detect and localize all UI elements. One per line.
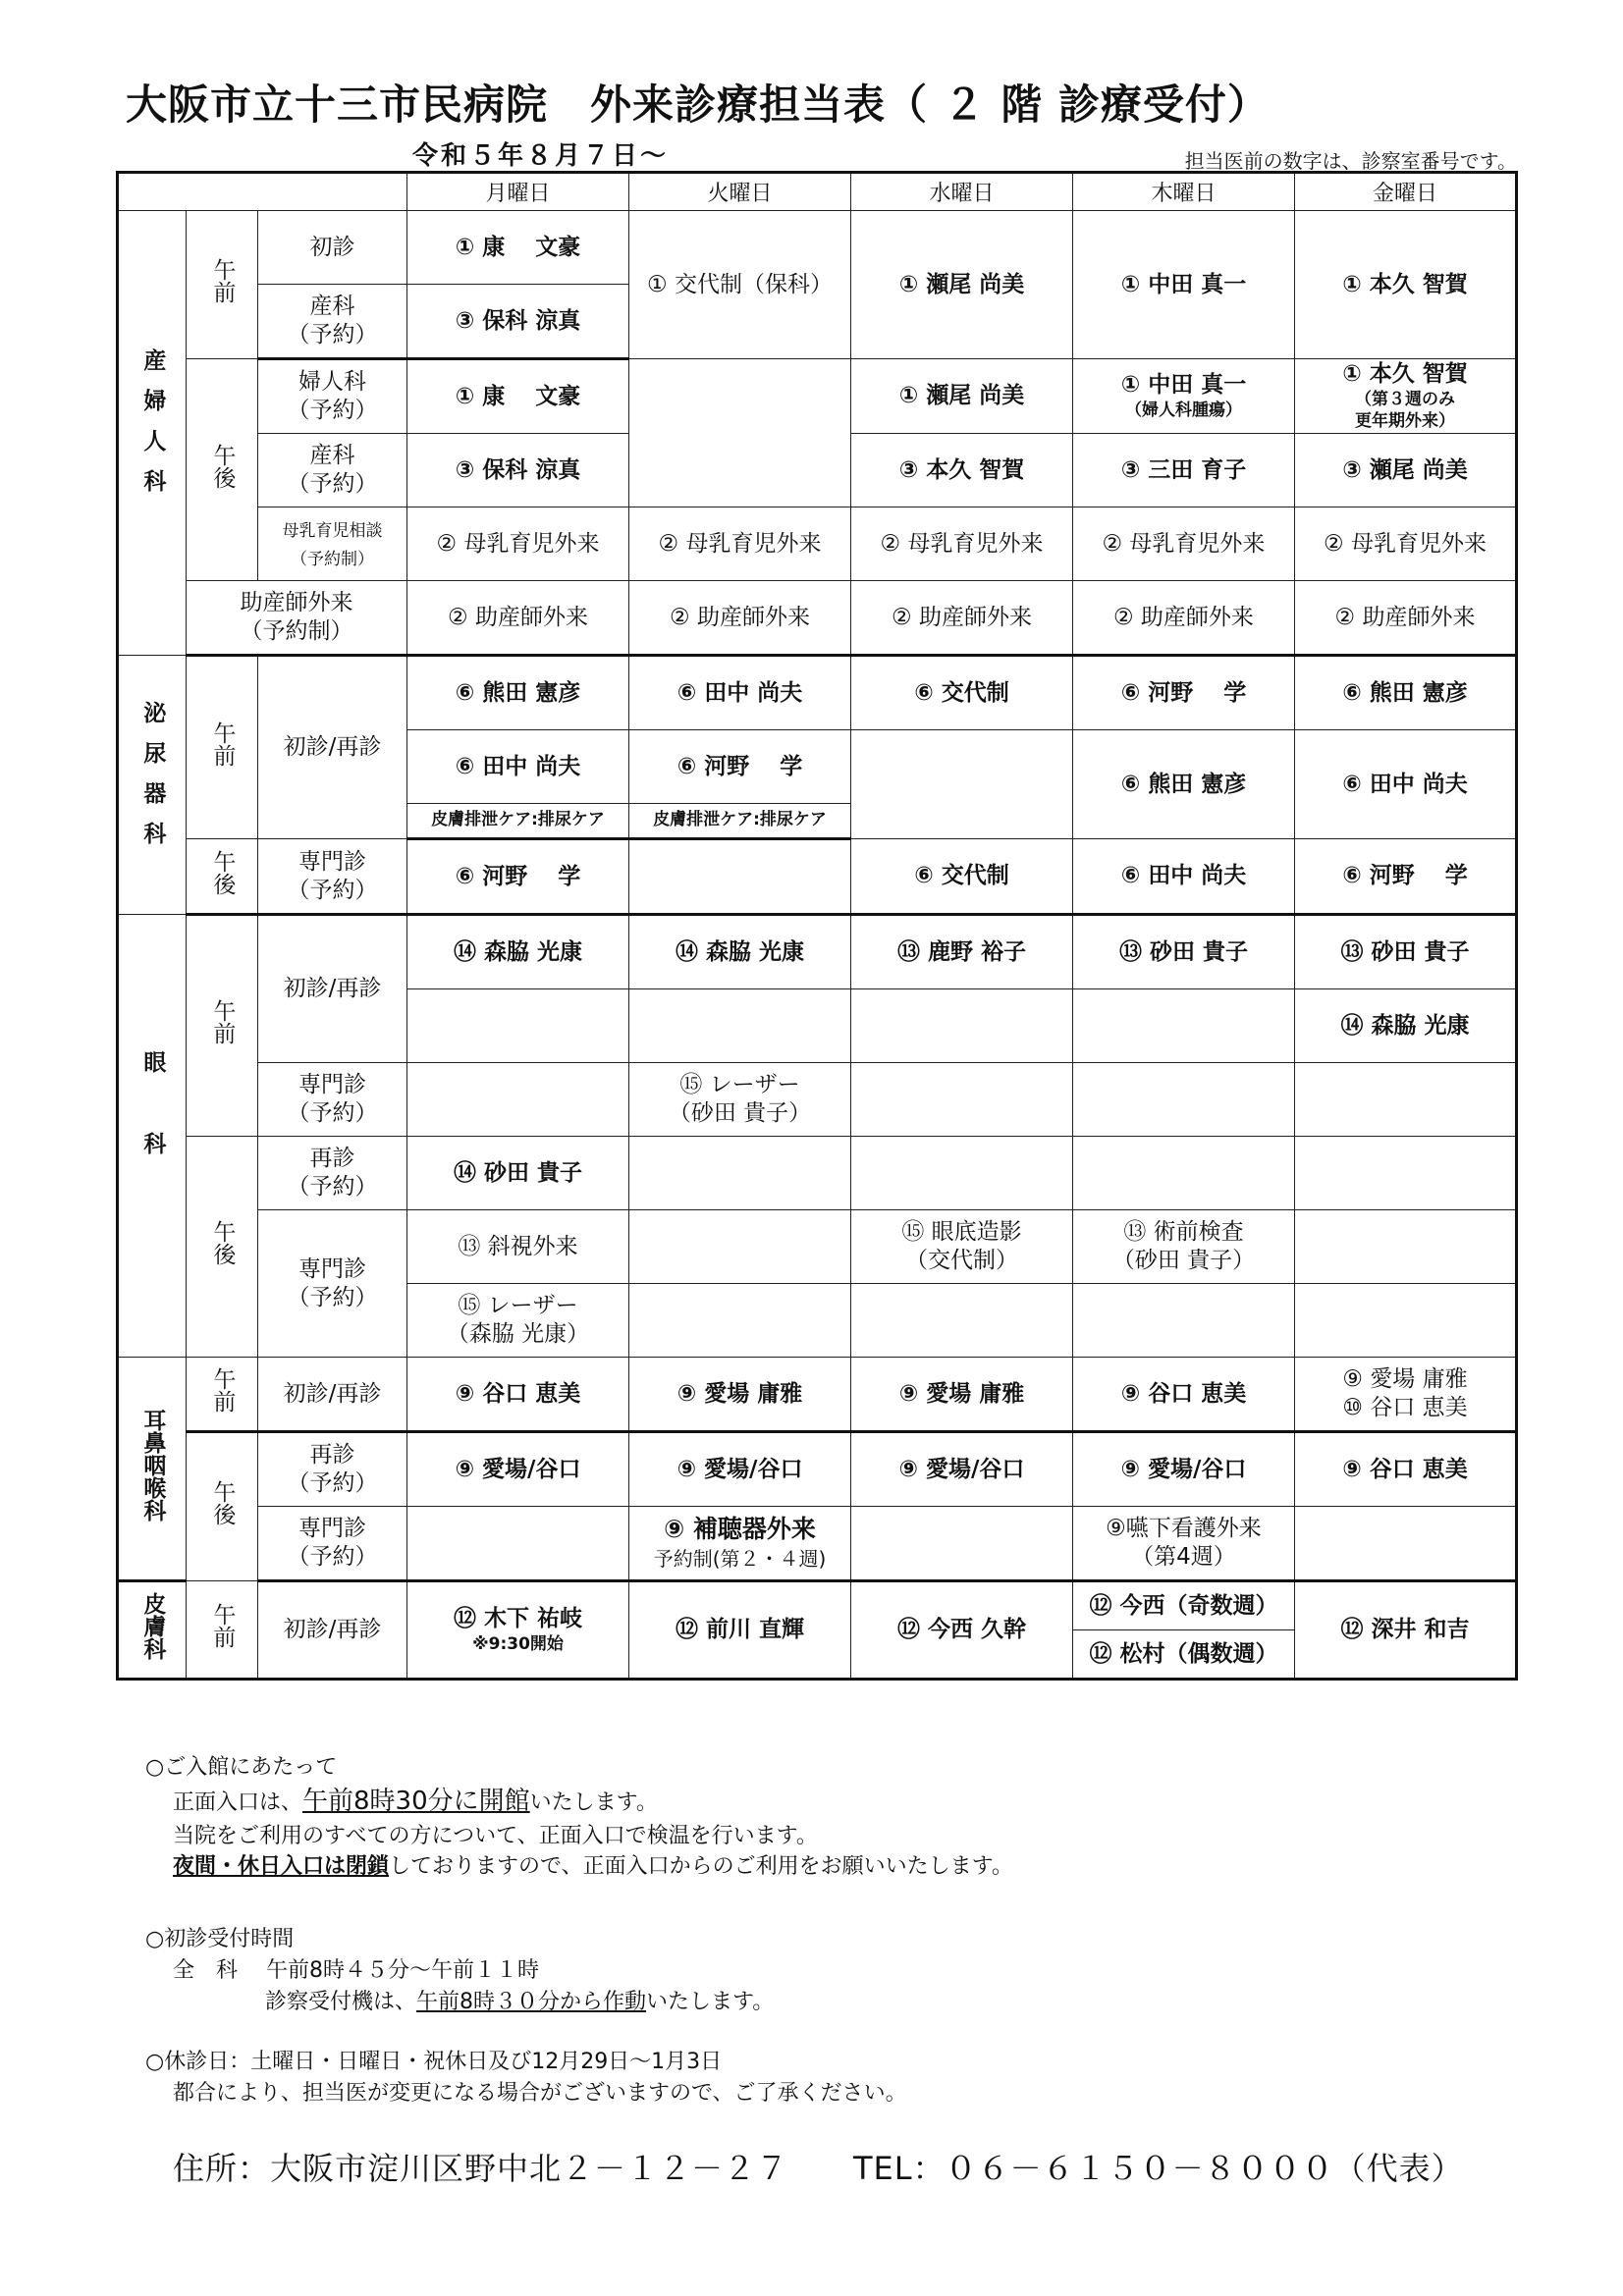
doctor-cell: ⑫ 今西 久幹 <box>851 1581 1073 1680</box>
cat-senmon: 専門診 （予約） <box>258 1063 407 1137</box>
note-cell: 皮膚排泄ケア:排尿ケア <box>629 804 851 839</box>
day-header: 月曜日 <box>407 173 629 211</box>
cat-fujinka: 婦人科 （予約） <box>258 359 407 434</box>
cat-senmon: 専門診 （予約） <box>258 839 407 915</box>
doctor-cell: ⑫ 前川 直輝 <box>629 1581 851 1680</box>
doctor-cell: ⑫ 木下 祐岐 ※9:30開始 <box>407 1581 629 1680</box>
doctor-cell: ① 康 文豪 <box>407 211 629 285</box>
address-line: 住所：大阪市淀川区野中北２－１２－２７ TEL：０６－６１５０－８０００（代表） <box>173 2150 1464 2187</box>
cat-saishin: 再診 （予約） <box>258 1432 407 1507</box>
day-header: 水曜日 <box>851 173 1073 211</box>
room-number-note: 担当医前の数字は、診察室番号です。 <box>1184 149 1517 173</box>
doctor-cell: ③ 三田 育子 <box>1072 434 1294 507</box>
doctor-cell: ⑭ 森脇 光康 <box>1294 989 1516 1063</box>
doctor-cell: ⑥ 河野 学 <box>1294 839 1516 915</box>
dept-urology: 泌尿器科 <box>118 656 187 915</box>
empty-cell <box>629 1137 851 1210</box>
doctor-cell: ② 助産師外来 <box>851 581 1073 656</box>
doctor-cell: ⑥ 交代制 <box>851 656 1073 730</box>
period-am: 午前 <box>187 915 258 1137</box>
doctor-cell: ⑬ 砂田 貴子 <box>1294 915 1516 989</box>
doctor-cell: ⑥ 河野 学 <box>629 730 851 804</box>
doctor-cell: ② 母乳育児外来 <box>629 507 851 581</box>
doctor-cell: ① 康 文豪 <box>407 359 629 434</box>
corner-cell <box>118 173 407 211</box>
doctor-cell: ① 本久 智賀 （第３週のみ 更年期外来） <box>1294 359 1516 434</box>
period-am: 午前 <box>187 656 258 839</box>
doctor-cell: ① 中田 真一 <box>1072 211 1294 359</box>
doctor-cell: ② 母乳育児外来 <box>851 507 1073 581</box>
cat-bonyu: 母乳育児相談 （予約制） <box>258 507 407 581</box>
doctor-cell: ⑨ 愛場 庸雅 ⑩ 谷口 恵美 <box>1294 1358 1516 1432</box>
doctor-cell: ⑫ 深井 和吉 <box>1294 1581 1516 1680</box>
doctor-cell: ② 助産師外来 <box>407 581 629 656</box>
doctor-cell: ② 助産師外来 <box>629 581 851 656</box>
doctor-cell: ③ 保科 涼真 <box>407 434 629 507</box>
empty-cell <box>851 1284 1073 1358</box>
doctor-cell: ⑨ 愛場 庸雅 <box>629 1358 851 1432</box>
doctor-cell: ⑮ レーザー （砂田 貴子） <box>629 1063 851 1137</box>
cat-shoshin-saishin: 初診/再診 <box>258 915 407 1063</box>
holiday-line: ○休診日：土曜日・日曜日・祝休日及び12月29日～1月3日 <box>145 2050 723 2074</box>
doctor-cell: ⑥ 田中 尚夫 <box>1294 730 1516 839</box>
empty-cell <box>1072 1137 1294 1210</box>
empty-cell <box>851 1063 1073 1137</box>
doctor-cell: ⑭ 砂田 貴子 <box>407 1137 629 1210</box>
day-header: 金曜日 <box>1294 173 1516 211</box>
empty-cell <box>629 359 851 507</box>
empty-cell <box>629 839 851 915</box>
doctor-cell: ⑬ 砂田 貴子 <box>1072 915 1294 989</box>
empty-cell <box>851 1137 1073 1210</box>
doctor-cell: ⑨ 谷口 恵美 <box>407 1358 629 1432</box>
dept-obgyn: 産婦人科 <box>118 211 187 656</box>
cat-senmon: 専門診 （予約） <box>258 1507 407 1581</box>
doctor-cell: ⑥ 熊田 憲彦 <box>407 656 629 730</box>
dept-dermatology: 皮膚科 <box>118 1581 187 1680</box>
empty-cell <box>1294 1507 1516 1581</box>
doctor-cell: ③ 本久 智賀 <box>851 434 1073 507</box>
empty-cell <box>1072 989 1294 1063</box>
entry-title: ○ご入館にあたって <box>145 1755 338 1780</box>
empty-cell <box>407 1063 629 1137</box>
doctor-cell: ⑨ 補聴器外来 予約制(第２・４週) <box>629 1507 851 1581</box>
empty-cell <box>1294 1137 1516 1210</box>
reception-section <box>145 1924 774 2018</box>
doctor-cell: ⑨ 谷口 恵美 <box>1072 1358 1294 1432</box>
period-pm: 午後 <box>187 1137 258 1358</box>
doctor-cell: ② 母乳育児外来 <box>407 507 629 581</box>
doctor-cell: ③ 瀬尾 尚美 <box>1294 434 1516 507</box>
doctor-cell: ⑥ 田中 尚夫 <box>407 730 629 804</box>
doctor-cell: ⑨ 愛場/谷口 <box>1072 1432 1294 1507</box>
day-header: 火曜日 <box>629 173 851 211</box>
doctor-cell: ② 母乳育児外来 <box>1294 507 1516 581</box>
holiday-line: 都合により、担当医が変更になる場合がございますので、ご了承ください。 <box>173 2080 907 2106</box>
reception-title: ○初診受付時間 <box>145 1927 295 1951</box>
cat-josanshi: 助産師外来 （予約制） <box>187 581 407 656</box>
day-header-row <box>118 173 1517 211</box>
doctor-cell: ① 中田 真一 （婦人科腫瘍） <box>1072 359 1294 434</box>
dept-ent: 耳鼻咽喉科 <box>118 1358 187 1581</box>
entry-line: 正面入口は、午前8時30分に開館いたします。 <box>173 1786 658 1816</box>
doctor-cell: ⑥ 河野 学 <box>407 839 629 915</box>
doctor-cell: ⑥ 河野 学 <box>1072 656 1294 730</box>
empty-cell <box>851 1507 1073 1581</box>
empty-cell <box>851 730 1073 839</box>
doctor-cell: ⑫ 今西（奇数週） <box>1072 1581 1294 1630</box>
empty-cell <box>1072 1063 1294 1137</box>
doctor-cell: ⑥ 熊田 憲彦 <box>1294 656 1516 730</box>
cat-shoshin-saishin: 初診/再診 <box>258 656 407 839</box>
doctor-cell: ① 本久 智賀 <box>1294 211 1516 359</box>
empty-cell <box>1294 1210 1516 1284</box>
entry-line: 当院をご利用のすべての方について、正面入口で検温を行います。 <box>173 1823 818 1848</box>
doctor-cell: ② 母乳育児外来 <box>1072 507 1294 581</box>
doctor-cell: ⑫ 松村（偶数週） <box>1072 1630 1294 1680</box>
doctor-cell: ⑭ 森脇 光康 <box>629 915 851 989</box>
period-am: 午前 <box>187 1581 258 1680</box>
doctor-cell: ⑥ 交代制 <box>851 839 1073 915</box>
effective-date: 令和５年８月７日～ <box>412 141 670 171</box>
cat-shoshin-saishin: 初診/再診 <box>258 1358 407 1432</box>
empty-cell <box>1072 1284 1294 1358</box>
doctor-cell: ⑨嚥下看護外来 （第4週） <box>1072 1507 1294 1581</box>
dept-ophthalmology: 眼科 <box>118 915 187 1358</box>
period-pm: 午後 <box>187 839 258 915</box>
doctor-cell: ⑬ 鹿野 裕子 <box>851 915 1073 989</box>
empty-cell <box>407 1507 629 1581</box>
doctor-cell: ⑨ 愛場/谷口 <box>851 1432 1073 1507</box>
doctor-cell: ⑥ 田中 尚夫 <box>1072 839 1294 915</box>
doctor-cell: ⑬ 術前検査 （砂田 貴子） <box>1072 1210 1294 1284</box>
period-pm: 午後 <box>187 359 258 581</box>
reception-line: 全 科 午前8時４５分～午前１１時 <box>173 1957 539 1983</box>
empty-cell <box>1294 1284 1516 1358</box>
schedule-table <box>116 171 1518 1681</box>
doctor-cell: ⑥ 田中 尚夫 <box>629 656 851 730</box>
cat-shoshin-saishin: 初診/再診 <box>258 1581 407 1680</box>
holiday-section <box>145 2047 907 2109</box>
doctor-cell: ⑭ 森脇 光康 <box>407 915 629 989</box>
period-am: 午前 <box>187 1358 258 1432</box>
doctor-cell: ① 交代制（保科） <box>629 211 851 359</box>
doctor-cell: ① 瀬尾 尚美 <box>851 211 1073 359</box>
note-cell: 皮膚排泄ケア:排尿ケア <box>407 804 629 839</box>
entry-section <box>145 1752 1013 1883</box>
entry-line: 夜間・休日入口は閉鎖しておりますので、正面入口からのご利用をお願いいたします。 <box>173 1854 1013 1880</box>
doctor-cell: ③ 保科 涼真 <box>407 285 629 359</box>
cat-sanka: 産科 （予約） <box>258 434 407 507</box>
empty-cell <box>629 1284 851 1358</box>
empty-cell <box>407 989 629 1063</box>
doctor-cell: ⑨ 愛場/谷口 <box>629 1432 851 1507</box>
doctor-cell: ⑮ 眼底造影 （交代制） <box>851 1210 1073 1284</box>
day-header: 木曜日 <box>1072 173 1294 211</box>
page-title: 大阪市立十三市民病院 外来診療担当表（ ２ 階 診療受付） <box>126 80 1270 129</box>
cat-sanka: 産科 （予約） <box>258 285 407 359</box>
doctor-cell: ⑥ 熊田 憲彦 <box>1072 730 1294 839</box>
doctor-cell: ① 瀬尾 尚美 <box>851 359 1073 434</box>
period-am: 午前 <box>187 211 258 359</box>
empty-cell <box>629 1210 851 1284</box>
cat-senmon: 専門診 （予約） <box>258 1210 407 1358</box>
empty-cell <box>1294 1063 1516 1137</box>
doctor-cell: ② 助産師外来 <box>1294 581 1516 656</box>
empty-cell <box>851 989 1073 1063</box>
doctor-cell: ⑨ 愛場 庸雅 <box>851 1358 1073 1432</box>
doctor-cell: ⑨ 谷口 恵美 <box>1294 1432 1516 1507</box>
doctor-cell: ⑬ 斜視外来 <box>407 1210 629 1284</box>
reception-line: 診察受付機は、午前8時３０分から作動いたします。 <box>265 1989 775 2014</box>
cat-shoshin: 初診 <box>258 211 407 285</box>
doctor-cell: ⑨ 愛場/谷口 <box>407 1432 629 1507</box>
doctor-cell: ⑮ レーザー （森脇 光康） <box>407 1284 629 1358</box>
empty-cell <box>629 989 851 1063</box>
period-pm: 午後 <box>187 1432 258 1581</box>
cat-saishin: 再診 （予約） <box>258 1137 407 1210</box>
doctor-cell: ② 助産師外来 <box>1072 581 1294 656</box>
